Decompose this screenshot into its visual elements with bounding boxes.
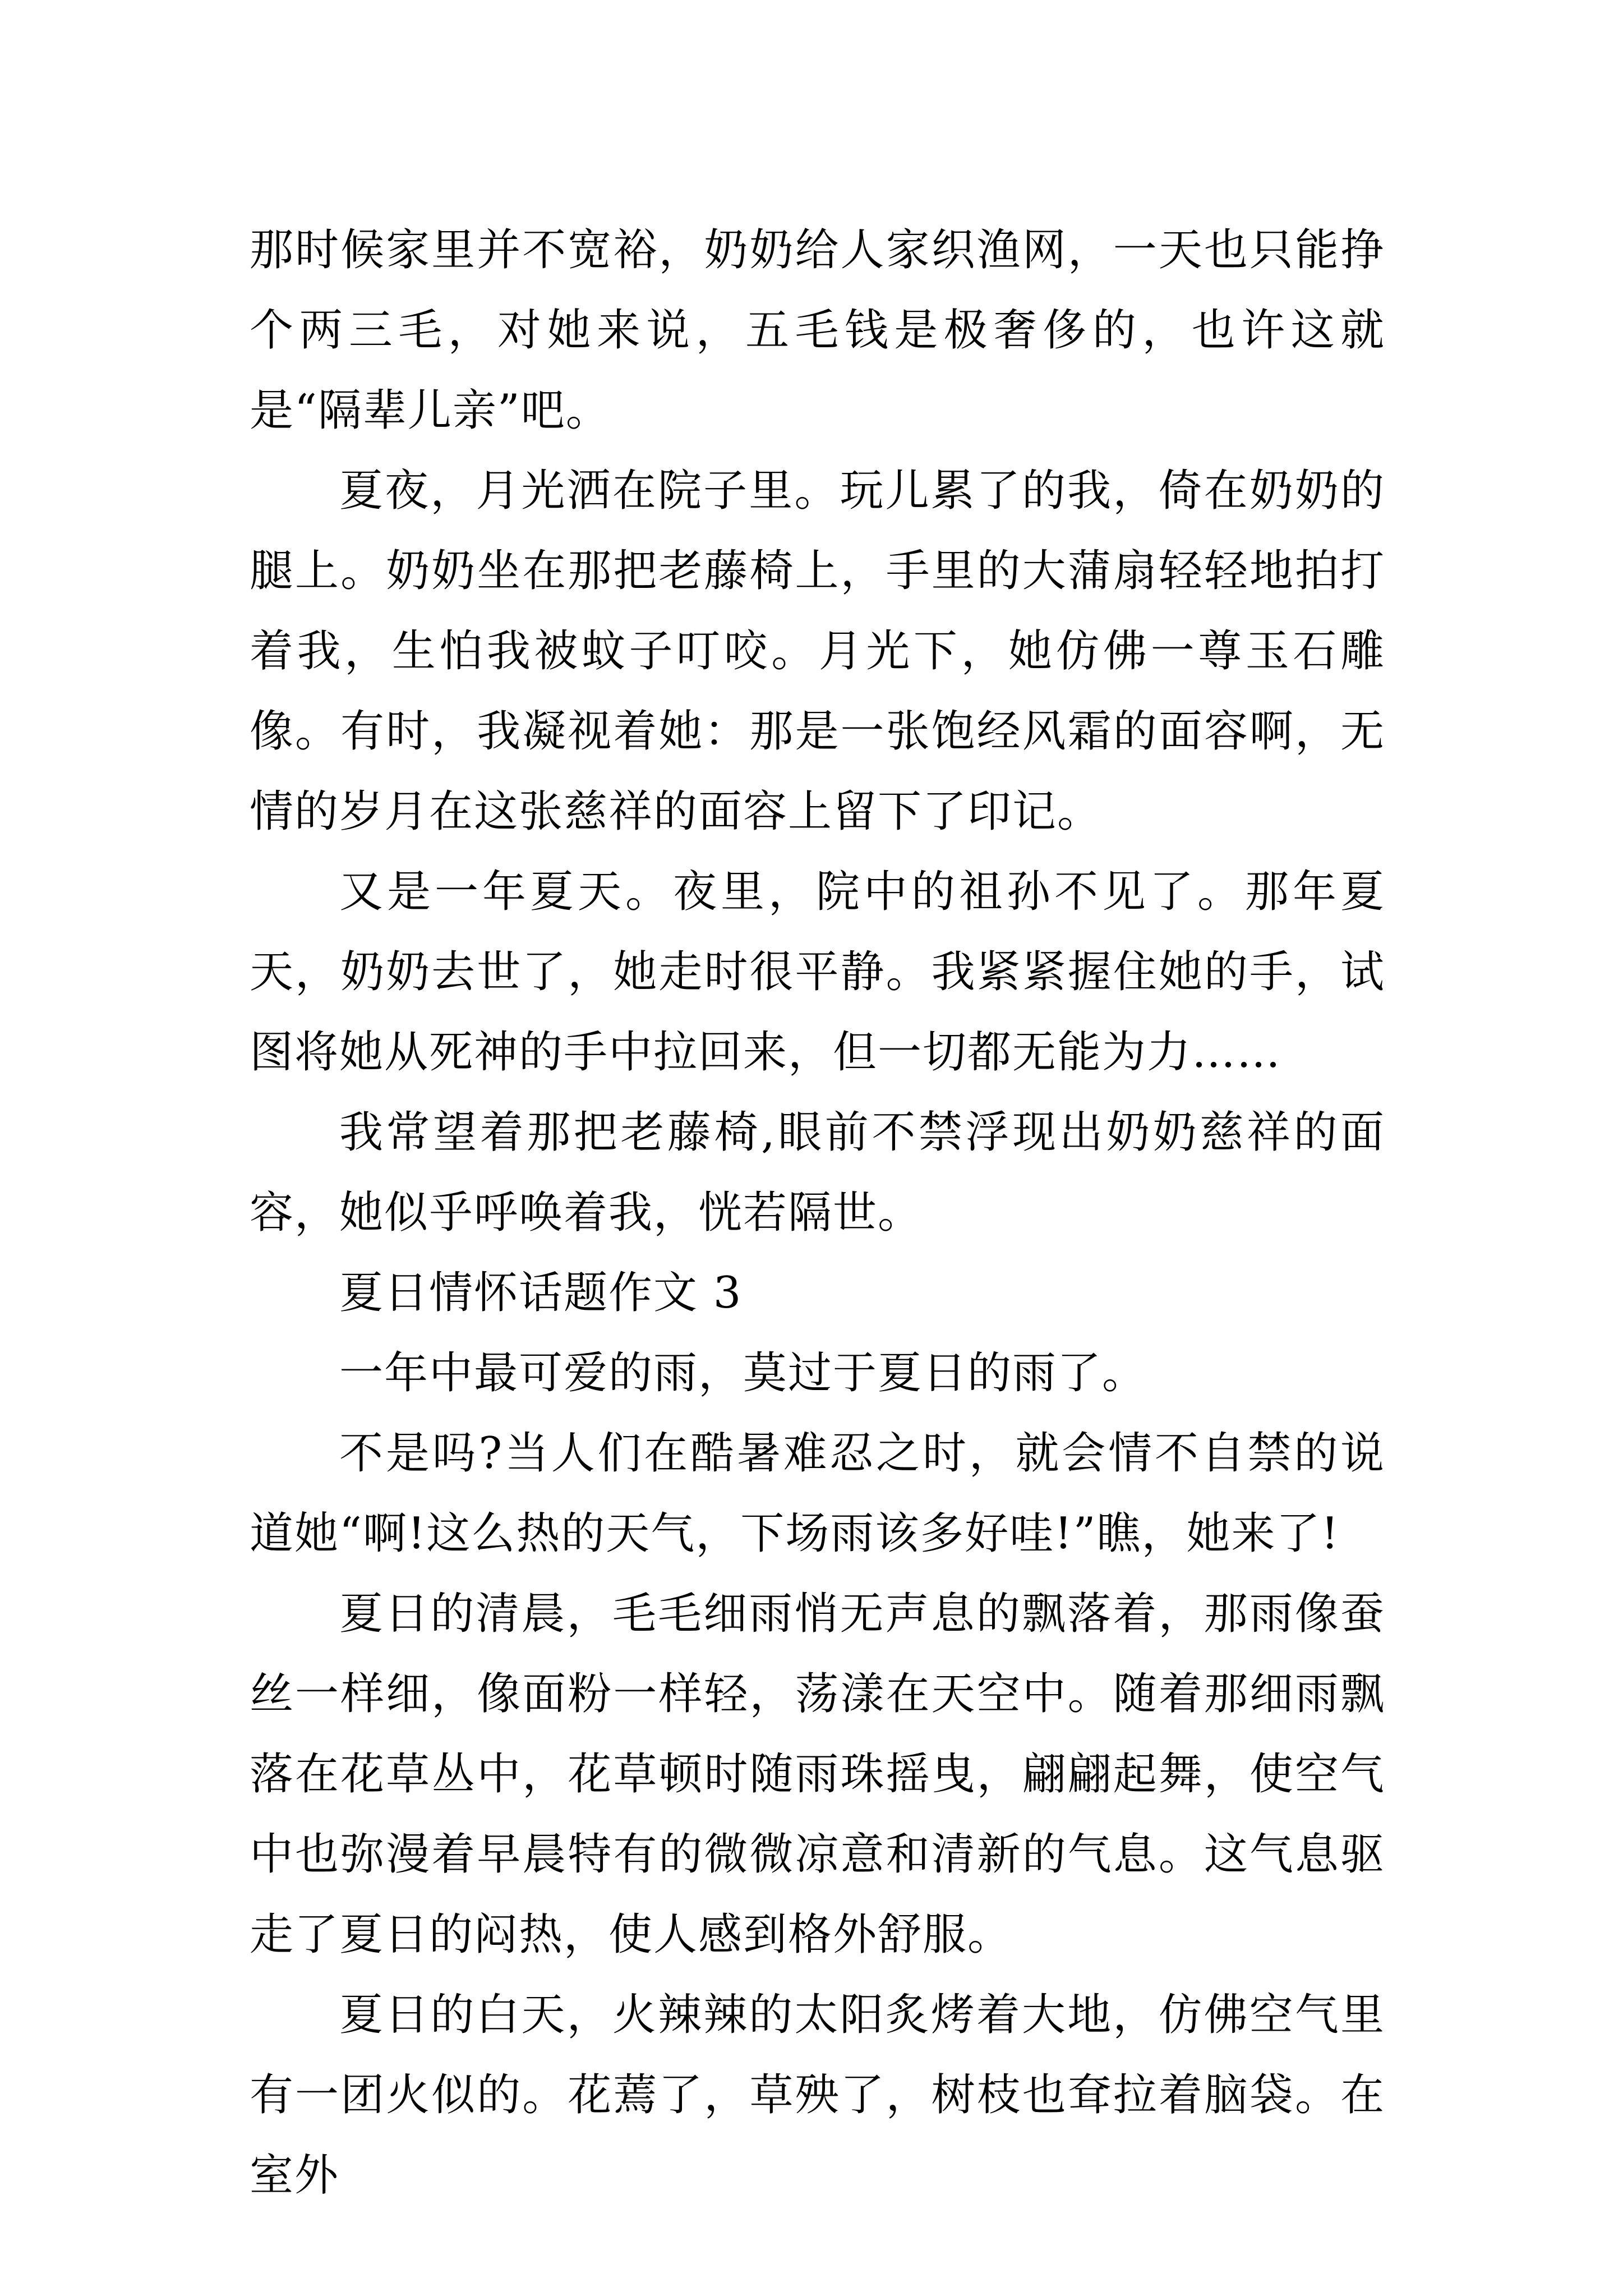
document-body bbox=[250, 210, 1385, 2216]
paragraph: 一年中最可爱的雨，莫过于夏日的雨了。 bbox=[339, 1348, 1147, 1398]
paragraph: 我常望着那把老藤椅,眼前不禁浮现出奶奶慈祥的面容，她似乎呼唤着我，恍若隔世。 bbox=[250, 1107, 1385, 1238]
paragraph: 又是一年夏天。夜里，院中的祖孙不见了。那年夏天，奶奶去世了，她走时很平静。我紧紧握住她的手，试图将她从死神的手中拉回来，但一切都无能为力…… bbox=[250, 867, 1385, 1078]
paragraph: 夏夜，月光洒在院子里。玩儿累了的我，倚在奶奶的腿上。奶奶坐在那把老藤椅上，手里的大蒲扇轻轻地拍打着我，生怕我被蚊子叮咬。月光下，她仿佛一尊玉石雕像。有时，我凝视着她：那是一张饱经风霜的面容啊，无情的岁月在这张慈祥的面容上留下了印记。 bbox=[250, 466, 1385, 837]
paragraph: 不是吗?当人们在酷暑难忍之时，就会情不自禁的说道她“啊!这么热的天气，下场雨该多好哇!”瞧，她来了! bbox=[250, 1428, 1385, 1559]
section-heading: 夏日情怀话题作文 3 bbox=[339, 1268, 743, 1318]
paragraph: 夏日的清晨，毛毛细雨悄无声息的飘落着，那雨像蚕丝一样细，像面粉一样轻，荡漾在天空中。随着那细雨飘落在花草丛中，花草顿时随雨珠摇曳，翩翩起舞，使空气中也弥漫着早晨特有的微微凉意和清新的气息。这气息驱走了夏日的闷热，使人感到格外舒服。 bbox=[250, 1589, 1385, 1960]
paragraph-continued: 那时候家里并不宽裕，奶奶给人家织渔网，一天也只能挣个两三毛，对她来说，五毛钱是极奢侈的，也许这就是“隔辈儿亲”吧。 bbox=[250, 225, 1385, 436]
paragraph: 夏日的白天，火辣辣的太阳炙烤着大地，仿佛空气里有一团火似的。花蔫了，草殃了，树枝也耷拉着脑袋。在室外 bbox=[250, 1990, 1385, 2201]
